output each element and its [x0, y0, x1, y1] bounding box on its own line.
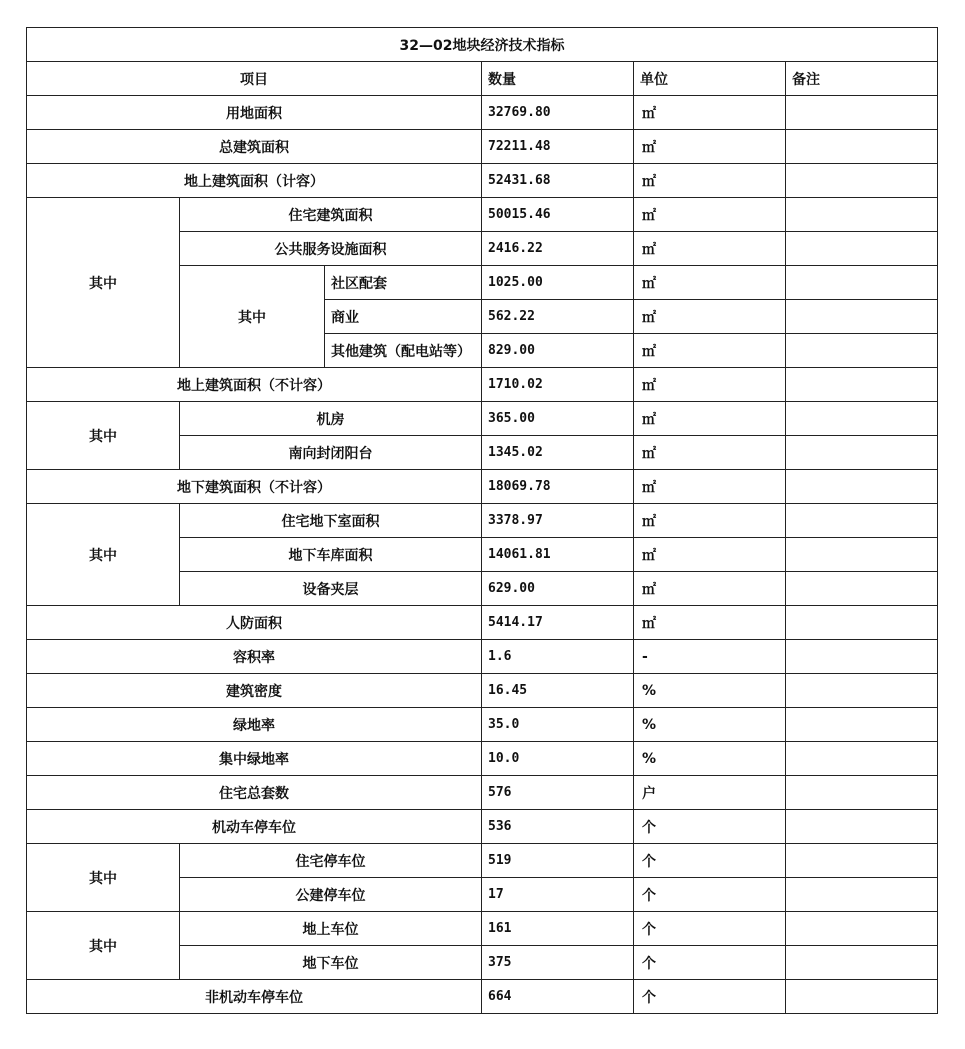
- row-unit: ㎡: [634, 606, 786, 640]
- row-note: [786, 640, 938, 674]
- row-unit: ㎡: [634, 436, 786, 470]
- row-value: 18069.78: [482, 470, 634, 504]
- row-unit: 个: [634, 844, 786, 878]
- header-row: [27, 62, 938, 96]
- row-value: 14061.81: [482, 538, 634, 572]
- group-label: 其中: [27, 402, 180, 470]
- row-unit: ㎡: [634, 504, 786, 538]
- row-note: [786, 810, 938, 844]
- row-note: [786, 878, 938, 912]
- row-value: 17: [482, 878, 634, 912]
- row-label: 地上车位: [180, 912, 482, 946]
- row-label: 机动车停车位: [27, 810, 482, 844]
- row-note: [786, 504, 938, 538]
- indicator-table: [26, 27, 938, 1014]
- row-label: 住宅建筑面积: [180, 198, 482, 232]
- row-label: 社区配套: [325, 266, 482, 300]
- row-value: 536: [482, 810, 634, 844]
- table-row: [27, 164, 938, 198]
- table-row: [27, 980, 938, 1014]
- row-value: 1025.00: [482, 266, 634, 300]
- row-unit: ㎡: [634, 402, 786, 436]
- row-unit: ㎡: [634, 300, 786, 334]
- row-unit: ㎡: [634, 538, 786, 572]
- row-value: 375: [482, 946, 634, 980]
- row-label: 非机动车停车位: [27, 980, 482, 1014]
- table-row: [27, 844, 938, 878]
- row-value: 16.45: [482, 674, 634, 708]
- row-note: [786, 674, 938, 708]
- row-unit: 个: [634, 980, 786, 1014]
- header-unit: 单位: [634, 62, 786, 96]
- table-row: [27, 674, 938, 708]
- table-title: 32—02地块经济技术指标: [27, 28, 938, 62]
- table-row: [27, 368, 938, 402]
- row-unit: 个: [634, 810, 786, 844]
- row-label: 容积率: [27, 640, 482, 674]
- row-note: [786, 742, 938, 776]
- row-value: 519: [482, 844, 634, 878]
- row-unit: %: [634, 674, 786, 708]
- row-value: 365.00: [482, 402, 634, 436]
- row-value: 3378.97: [482, 504, 634, 538]
- table-row: [27, 708, 938, 742]
- row-value: 664: [482, 980, 634, 1014]
- row-label: 绿地率: [27, 708, 482, 742]
- table-row: [27, 776, 938, 810]
- table-row: [27, 912, 938, 946]
- row-note: [786, 844, 938, 878]
- row-note: [786, 708, 938, 742]
- row-label: 住宅地下室面积: [180, 504, 482, 538]
- row-unit: 个: [634, 878, 786, 912]
- row-note: [786, 980, 938, 1014]
- table-row: [27, 130, 938, 164]
- row-label: 商业: [325, 300, 482, 334]
- row-unit: 户: [634, 776, 786, 810]
- row-label: 建筑密度: [27, 674, 482, 708]
- row-note: [786, 96, 938, 130]
- row-label: 地下车库面积: [180, 538, 482, 572]
- row-unit: -: [634, 640, 786, 674]
- table-row: [27, 96, 938, 130]
- row-value: 50015.46: [482, 198, 634, 232]
- header-item: 项目: [27, 62, 482, 96]
- row-unit: ㎡: [634, 368, 786, 402]
- table-row: [27, 742, 938, 776]
- row-unit: %: [634, 742, 786, 776]
- row-unit: 个: [634, 912, 786, 946]
- row-value: 829.00: [482, 334, 634, 368]
- row-note: [786, 198, 938, 232]
- row-label: 住宅停车位: [180, 844, 482, 878]
- row-unit: ㎡: [634, 334, 786, 368]
- row-label: 地下建筑面积（不计容）: [27, 470, 482, 504]
- row-note: [786, 470, 938, 504]
- row-value: 52431.68: [482, 164, 634, 198]
- header-quantity: 数量: [482, 62, 634, 96]
- table-row: [27, 470, 938, 504]
- row-value: 5414.17: [482, 606, 634, 640]
- row-value: 1710.02: [482, 368, 634, 402]
- group-label: 其中: [27, 844, 180, 912]
- row-note: [786, 266, 938, 300]
- table-row: [27, 504, 938, 538]
- row-value: 1.6: [482, 640, 634, 674]
- row-value: 72211.48: [482, 130, 634, 164]
- row-note: [786, 946, 938, 980]
- row-label: 地上建筑面积（计容）: [27, 164, 482, 198]
- row-unit: %: [634, 708, 786, 742]
- table-row: [27, 810, 938, 844]
- row-value: 576: [482, 776, 634, 810]
- row-note: [786, 232, 938, 266]
- table-row: [27, 402, 938, 436]
- row-unit: ㎡: [634, 96, 786, 130]
- row-note: [786, 402, 938, 436]
- row-unit: ㎡: [634, 470, 786, 504]
- group-label: 其中: [27, 198, 180, 368]
- row-label: 公建停车位: [180, 878, 482, 912]
- row-value: 2416.22: [482, 232, 634, 266]
- row-label: 地上建筑面积（不计容）: [27, 368, 482, 402]
- table-row: [27, 606, 938, 640]
- row-unit: ㎡: [634, 130, 786, 164]
- row-note: [786, 334, 938, 368]
- row-unit: ㎡: [634, 164, 786, 198]
- group-label: 其中: [27, 504, 180, 606]
- row-note: [786, 912, 938, 946]
- row-note: [786, 538, 938, 572]
- row-value: 10.0: [482, 742, 634, 776]
- row-label: 设备夹层: [180, 572, 482, 606]
- row-label: 机房: [180, 402, 482, 436]
- table-row: [27, 640, 938, 674]
- row-value: 35.0: [482, 708, 634, 742]
- row-note: [786, 300, 938, 334]
- row-label: 地下车位: [180, 946, 482, 980]
- group-label: 其中: [27, 912, 180, 980]
- table-title-row: [27, 28, 938, 62]
- row-note: [786, 164, 938, 198]
- row-note: [786, 368, 938, 402]
- row-label: 公共服务设施面积: [180, 232, 482, 266]
- row-value: 562.22: [482, 300, 634, 334]
- row-label: 用地面积: [27, 96, 482, 130]
- row-label: 人防面积: [27, 606, 482, 640]
- row-unit: ㎡: [634, 266, 786, 300]
- header-note: 备注: [786, 62, 938, 96]
- row-label: 住宅总套数: [27, 776, 482, 810]
- row-unit: 个: [634, 946, 786, 980]
- row-note: [786, 130, 938, 164]
- row-value: 1345.02: [482, 436, 634, 470]
- table-row: [27, 198, 938, 232]
- row-note: [786, 776, 938, 810]
- row-note: [786, 606, 938, 640]
- row-value: 161: [482, 912, 634, 946]
- row-label: 集中绿地率: [27, 742, 482, 776]
- row-label: 总建筑面积: [27, 130, 482, 164]
- row-unit: ㎡: [634, 572, 786, 606]
- row-label: 其他建筑（配电站等）: [325, 334, 482, 368]
- indicator-document: [26, 27, 938, 1014]
- row-value: 629.00: [482, 572, 634, 606]
- row-note: [786, 572, 938, 606]
- row-unit: ㎡: [634, 198, 786, 232]
- row-unit: ㎡: [634, 232, 786, 266]
- row-value: 32769.80: [482, 96, 634, 130]
- subgroup-label: 其中: [180, 266, 325, 368]
- row-note: [786, 436, 938, 470]
- row-label: 南向封闭阳台: [180, 436, 482, 470]
